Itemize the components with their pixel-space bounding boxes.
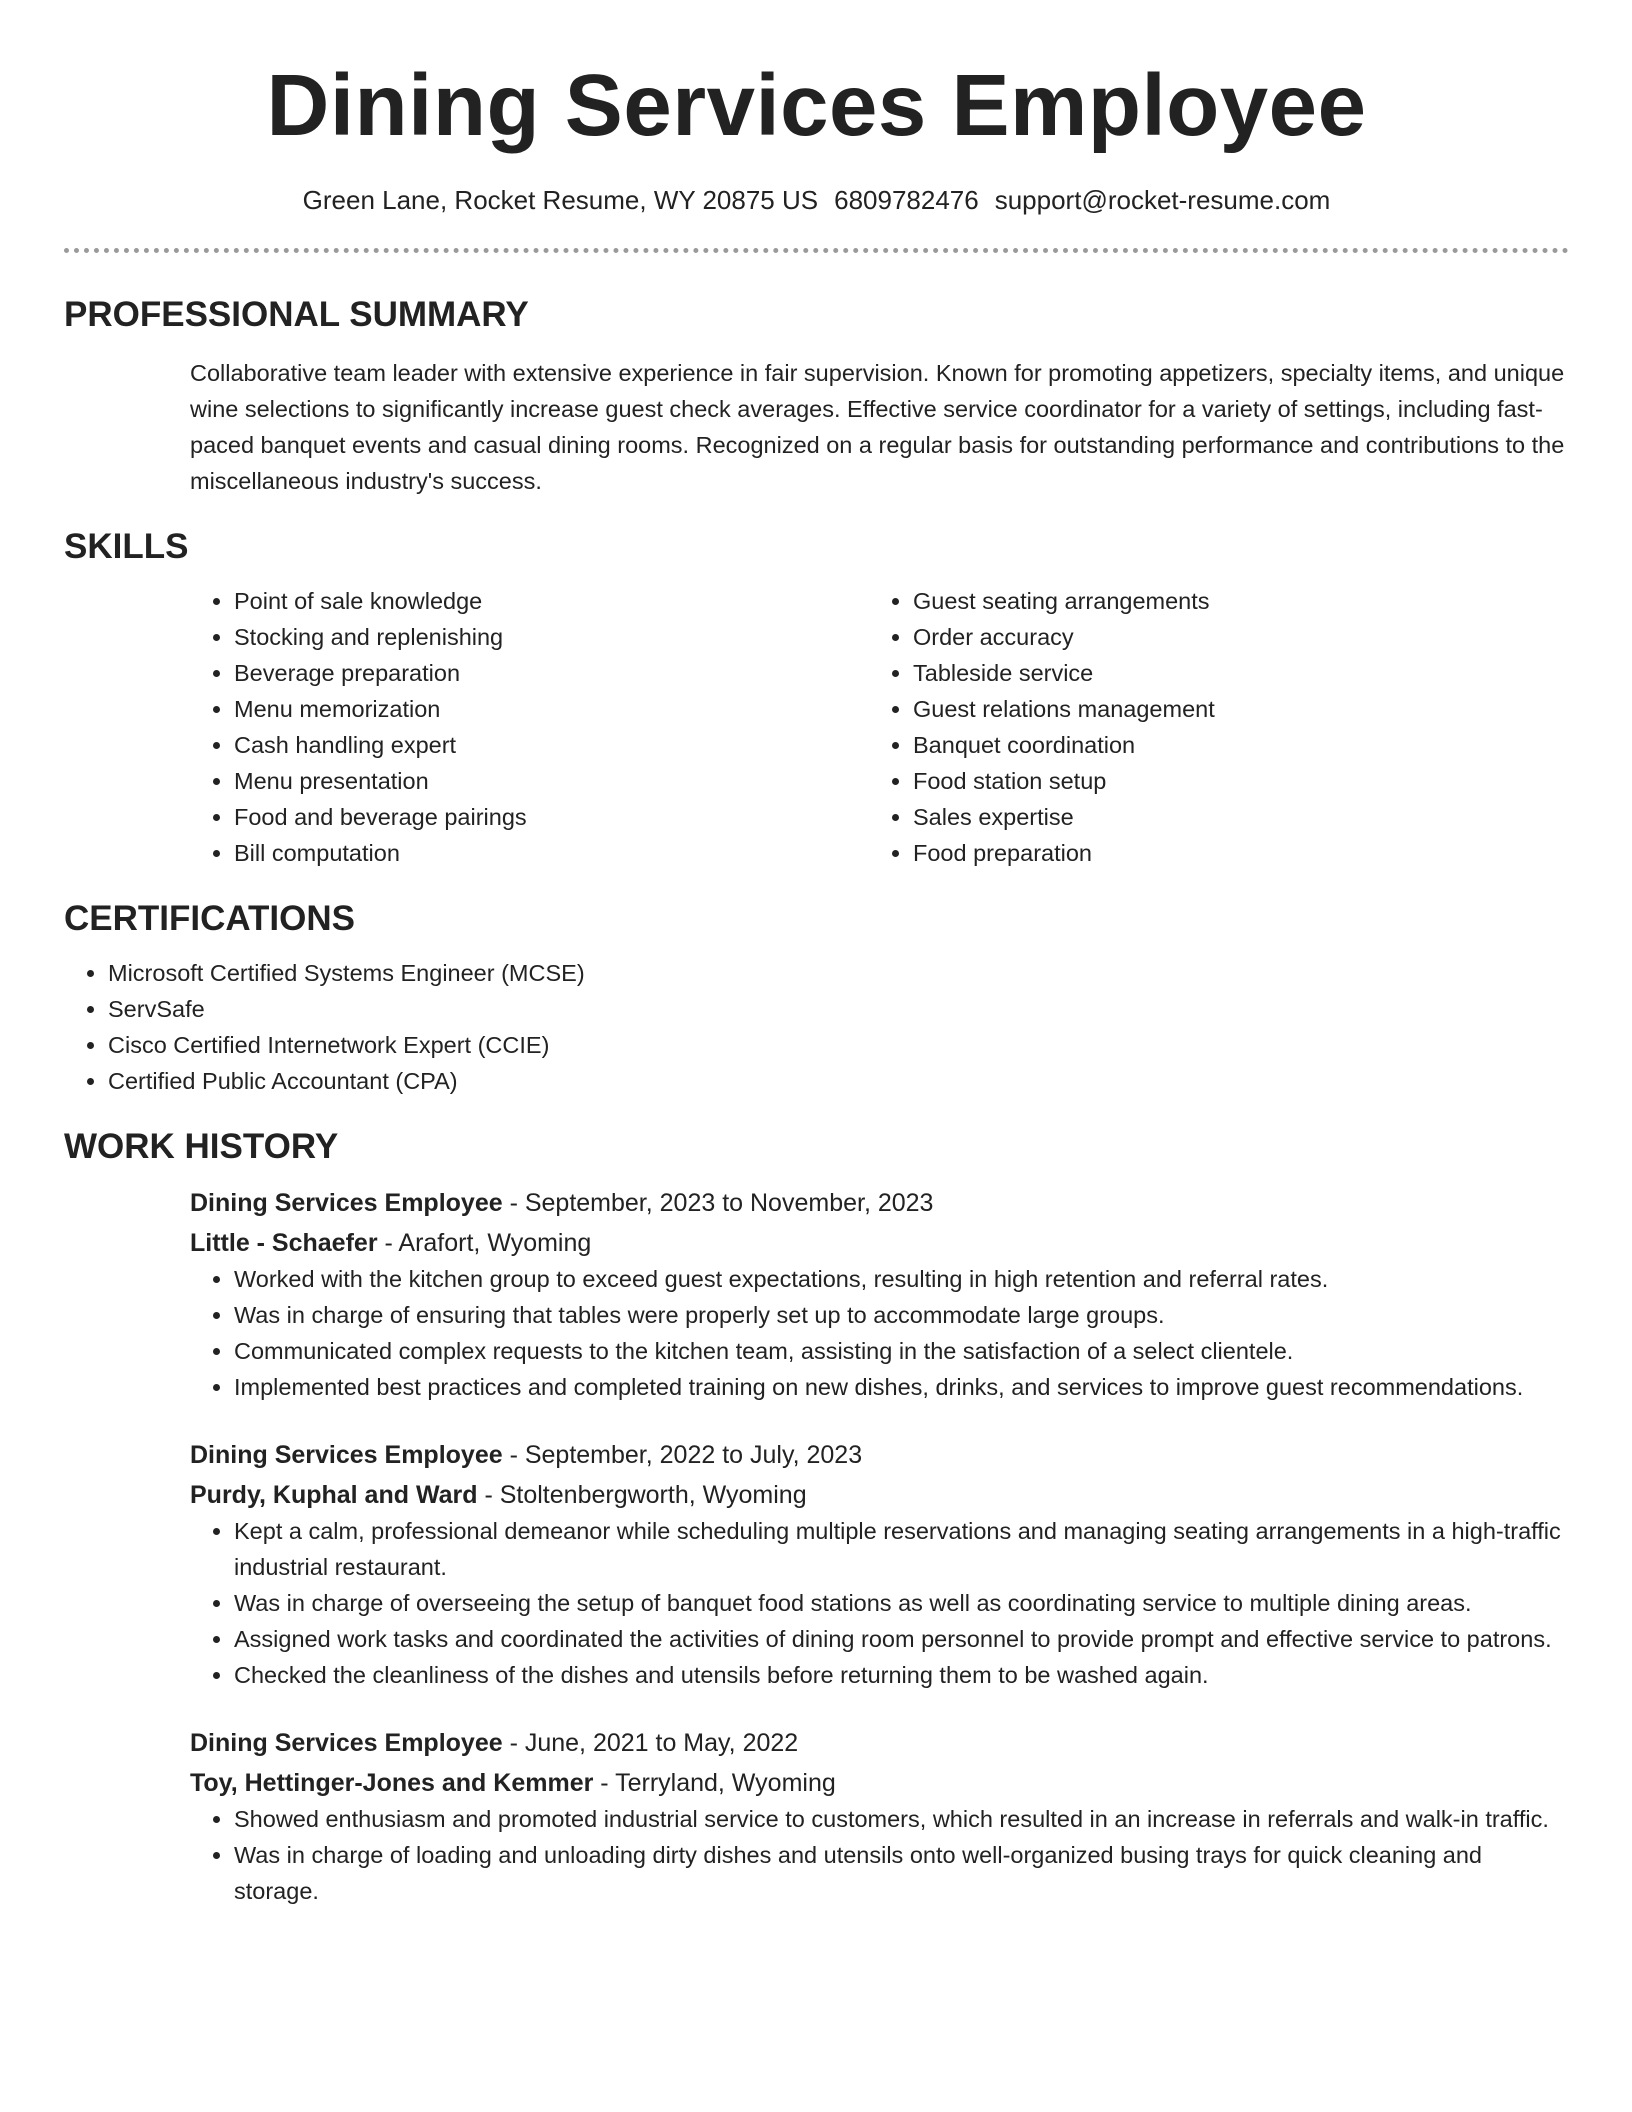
summary-section	[64, 295, 1569, 499]
contact-info	[64, 184, 1569, 216]
job-title-line	[190, 1725, 1569, 1761]
job-location: - Stoltenbergworth, Wyoming	[477, 1481, 807, 1509]
job-duty: • Worked with the kitchen group to exceed guest expectations, resulting in high retention and referral rates.	[234, 1261, 1569, 1297]
job-duty: • Implemented best practices and completed training on new dishes, drinks, and services to improve guest recommendations.	[234, 1369, 1569, 1405]
dotted-divider	[64, 248, 1569, 253]
skills-list-left	[190, 583, 869, 871]
skill-item: • Order accuracy	[913, 619, 1548, 655]
job-company: Toy, Hettinger-Jones and Kemmer	[190, 1769, 594, 1797]
skill-item: • Menu presentation	[234, 763, 869, 799]
job-duty: • Kept a calm, professional demeanor while scheduling multiple reservations and managing seating arrangements in a high-traffic industrial restaurant.	[234, 1513, 1569, 1585]
skill-item: • Stocking and replenishing	[234, 619, 869, 655]
job-duties-list	[190, 1513, 1569, 1693]
skill-item: • Food preparation	[913, 835, 1548, 871]
summary-heading: PROFESSIONAL SUMMARY	[64, 295, 529, 334]
job-company-line	[190, 1477, 1569, 1513]
skill-item: • Food and beverage pairings	[234, 799, 869, 835]
job-duty: • Was in charge of loading and unloading dirty dishes and utensils onto well-organized busing trays for quick cleaning and storage.	[234, 1837, 1569, 1909]
job-company: Little - Schaefer	[190, 1229, 378, 1257]
skill-item: • Beverage preparation	[234, 655, 869, 691]
skill-item: • Tableside service	[913, 655, 1548, 691]
job-duty: • Was in charge of ensuring that tables were properly set up to accommodate large groups.	[234, 1297, 1569, 1333]
skills-list-right	[869, 583, 1548, 871]
job-title-line	[190, 1437, 1569, 1473]
job-duties-list	[190, 1261, 1569, 1405]
resume-page	[64, 0, 1569, 1909]
job-title: Dining Services Employee	[190, 1729, 503, 1757]
job-dates: - September, 2022 to July, 2023	[502, 1441, 863, 1469]
job-location: - Arafort, Wyoming	[377, 1229, 592, 1257]
skills-section	[64, 527, 1569, 871]
certifications-heading: CERTIFICATIONS	[64, 899, 356, 938]
skill-item: • Point of sale knowledge	[234, 583, 869, 619]
skill-item: • Banquet coordination	[913, 727, 1548, 763]
contact-address: Green Lane, Rocket Resume, WY 20875 US	[302, 185, 819, 215]
job-title: Dining Services Employee	[190, 1441, 503, 1469]
skill-item: • Menu memorization	[234, 691, 869, 727]
job-entry	[190, 1185, 1569, 1405]
job-company: Purdy, Kuphal and Ward	[190, 1481, 478, 1509]
job-duty: • Assigned work tasks and coordinated the activities of dining room personnel to provide prompt and effective service to patrons.	[234, 1621, 1569, 1657]
certification-item: • Certified Public Accountant (CPA)	[108, 1063, 1569, 1099]
contact-phone: 6809782476	[834, 185, 979, 215]
skill-item: • Bill computation	[234, 835, 869, 871]
job-duties-list	[190, 1801, 1569, 1909]
job-duty: • Showed enthusiasm and promoted industrial service to customers, which resulted in an increase in referrals and walk-in traffic.	[234, 1801, 1569, 1837]
skills-column-left	[190, 583, 869, 871]
skill-item: • Cash handling expert	[234, 727, 869, 763]
job-company-line	[190, 1225, 1569, 1261]
certification-item: • Cisco Certified Internetwork Expert (CCIE)	[108, 1027, 1569, 1063]
job-entry	[190, 1437, 1569, 1693]
skill-item: • Sales expertise	[913, 799, 1548, 835]
job-company-line	[190, 1765, 1569, 1801]
skills-heading: SKILLS	[64, 527, 189, 566]
certifications-section	[64, 899, 1569, 1099]
skills-columns	[190, 583, 1569, 871]
contact-email: support@rocket-resume.com	[994, 185, 1331, 215]
certification-item: • Microsoft Certified Systems Engineer (MCSE)	[108, 955, 1569, 991]
skill-item: • Food station setup	[913, 763, 1548, 799]
job-title-line	[190, 1185, 1569, 1221]
skill-item: • Guest relations management	[913, 691, 1548, 727]
skill-item: • Guest seating arrangements	[913, 583, 1548, 619]
work-history-heading: WORK HISTORY	[64, 1127, 339, 1166]
job-location: - Terryland, Wyoming	[593, 1769, 836, 1797]
job-entry	[190, 1725, 1569, 1909]
job-duty: • Checked the cleanliness of the dishes and utensils before returning them to be washed again.	[234, 1657, 1569, 1693]
summary-text: Collaborative team leader with extensive experience in fair supervision. Known for promoting appetizers, specialty items, and unique wine selections to significantly increase guest check averages. Effective service coordinator for a variety of settings, including fast-paced banquet events and casual dining rooms. Recognized on a regular basis for outstanding performance and contributions to the miscellaneous industry's success.	[190, 360, 1565, 494]
job-duty: • Was in charge of overseeing the setup of banquet food stations as well as coordinating service to multiple dining areas.	[234, 1585, 1569, 1621]
candidate-name: Dining Services Employee	[266, 57, 1367, 154]
certification-item: • ServSafe	[108, 991, 1569, 1027]
job-duty: • Communicated complex requests to the kitchen team, assisting in the satisfaction of a select clientele.	[234, 1333, 1569, 1369]
job-dates: - September, 2023 to November, 2023	[502, 1189, 934, 1217]
certifications-list	[64, 955, 1569, 1099]
job-title: Dining Services Employee	[190, 1189, 503, 1217]
work-history-section	[64, 1127, 1569, 1909]
skills-column-right	[869, 583, 1548, 871]
job-dates: - June, 2021 to May, 2022	[502, 1729, 799, 1757]
